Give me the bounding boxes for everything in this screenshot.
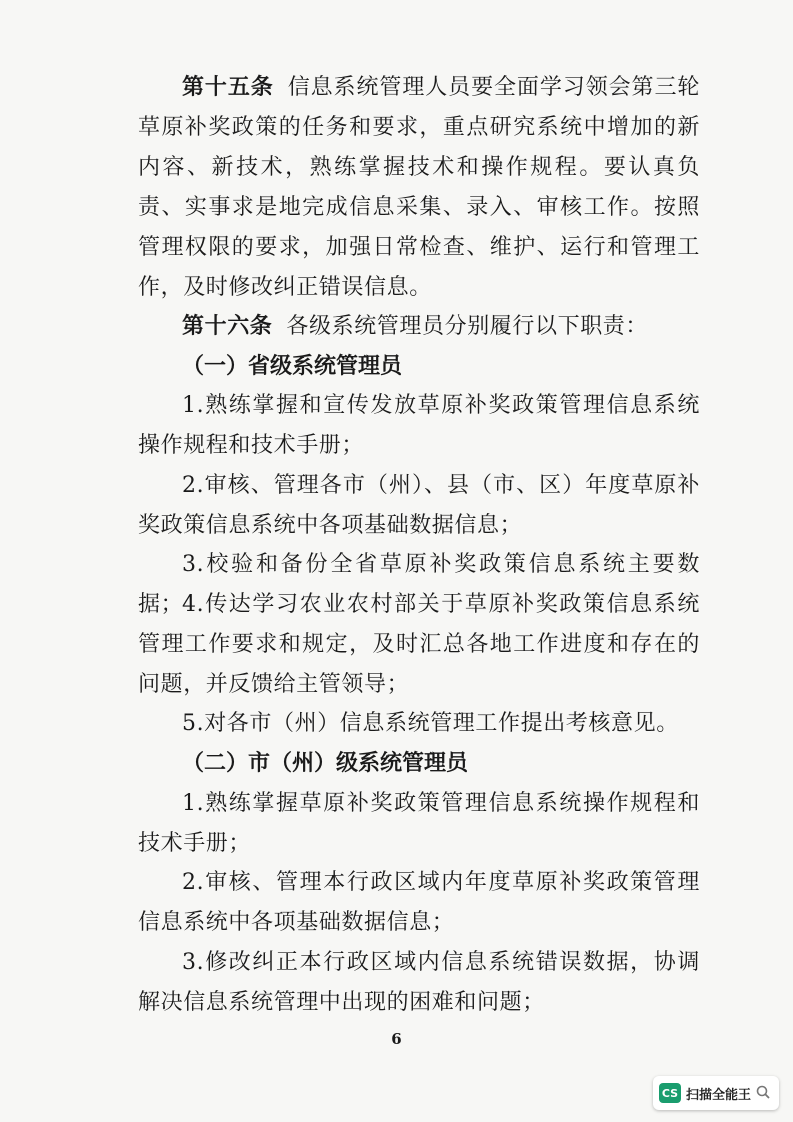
list-item: 1.熟练掌握草原补奖政策管理信息系统操作规程和技术手册； bbox=[138, 791, 700, 856]
watermark-label: 扫描全能王 bbox=[686, 1087, 752, 1103]
article-16 bbox=[138, 307, 700, 347]
municipal-title: （二）市（州）级系统管理员 bbox=[182, 751, 469, 776]
list-item: 5.对各市（州）信息系统管理工作提出考核意见。 bbox=[182, 711, 679, 736]
page-number: 6 bbox=[391, 1030, 402, 1048]
article-16-heading: 第十六条 bbox=[182, 314, 273, 339]
article-15-text: 信息系统管理人员要全面学习领会第三轮草原补奖政策的任务和要求，重点研究系统中增加的新内容、新技术，熟练掌握技术和操作规程。要认真负责、实事求是地完成信息采集、录入、审核工作。按照管理权限的要求，加强日常检查、维护、运行和管理工作，及时修改纠正错误信息。 bbox=[138, 75, 700, 300]
list-item: 4.传达学习农业农村部关于草原补奖政策信息系统管理工作要求和规定，及时汇总各地工作进度和存在的问题，并反馈给主管领导； bbox=[138, 592, 700, 697]
scanner-watermark bbox=[653, 1076, 779, 1110]
article-15 bbox=[138, 68, 700, 308]
article-15-heading: 第十五条 bbox=[182, 75, 274, 100]
list-item: 2.审核、管理各市（州）、县（市、区）年度草原补奖政策信息系统中各项基础数据信息； bbox=[138, 473, 700, 538]
list-item: 3.校验和备份全省草原补奖政策信息系统主要数据； bbox=[138, 552, 700, 617]
provincial-title: （一）省级系统管理员 bbox=[182, 354, 403, 379]
list-item: 1.熟练掌握和宣传发放草原补奖政策管理信息系统操作规程和技术手册； bbox=[138, 393, 700, 458]
list-item: 2.审核、管理本行政区域内年度草原补奖政策管理信息系统中各项基础数据信息； bbox=[138, 870, 700, 935]
search-icon[interactable] bbox=[755, 1084, 771, 1100]
list-item: 3.修改纠正本行政区域内信息系统错误数据，协调解决信息系统管理中出现的困难和问题； bbox=[138, 950, 700, 1015]
camscanner-logo: CS bbox=[659, 1083, 681, 1103]
article-16-text: 各级系统管理员分别履行以下职责： bbox=[286, 314, 649, 339]
